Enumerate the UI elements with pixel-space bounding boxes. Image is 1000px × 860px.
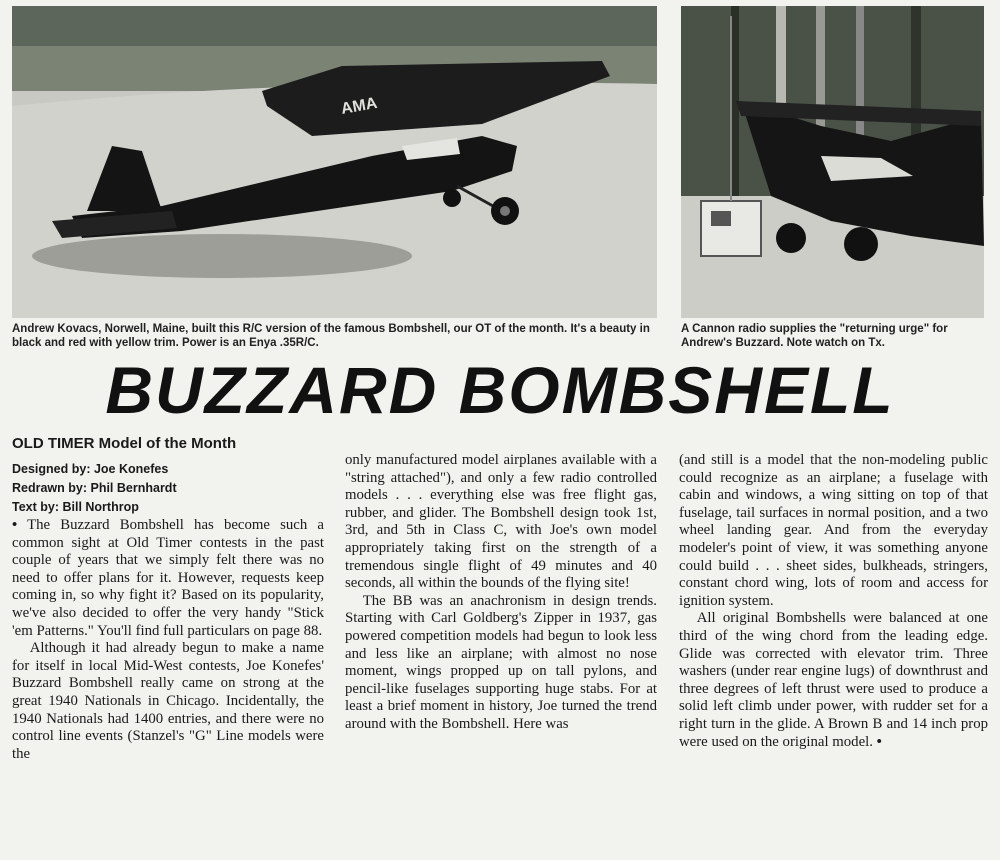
paragraph: only manufactured model airplanes available with a "string attached"), and only a few radio controlled models . . . everything else was free flight gas, rubber, and glider. The Bombshell design took 1st, 3rd, and 5th in Class C, with Joe's own model appropriately taking first on the strength of a tremendous single flight of 49 minutes and 40 seconds, all within the bounds of the flying site! <box>345 452 657 592</box>
radio-photo-illustration <box>681 6 984 318</box>
airplane-photo-illustration <box>12 6 657 318</box>
paragraph: The BB was an anachronism in design trends. Starting with Carl Goldberg's Zipper in 1937, gas powered competition models had begun to look less and less like an airplane; with almost no nose moment, wings propped up on tall pylons, and pencil-like fuselages supporting huge stabs. For at least a brief moment in history, Joe turned the trend around with the Bombshell. Here was <box>345 592 657 732</box>
paragraph-text: All original Bombshells were balanced at one third of the wing chord from the leading edge. Glide was corrected with elevator trim. Three washers (under rear engine lugs) of downthrust and three degrees of left thrust were used to produce a solid left climb under power, with rudder set for a right turn in the glide. A Brown B and 14 inch prop were used on the original model. <box>679 610 988 750</box>
paragraph: (and still is a model that the non-modeling public could recognize as an airplane; a fuselage with cabin and windows, a wing sitting on top of that fuselage, tail surfaces in normal position, and a two wheel landing gear. And from the everyday modeler's point of view, it was something anyone could build . . . sheet sides, bulkheads, stringers, constant chord wing, lots of room and access for ignition system. <box>679 452 988 609</box>
paragraph <box>12 517 324 640</box>
radio-photo <box>681 6 984 318</box>
airplane-photo <box>12 6 657 318</box>
bullet-icon: • <box>12 517 18 533</box>
article-column-2 <box>345 452 657 734</box>
svg-text:AMA: AMA <box>339 94 379 118</box>
article-headline: BUZZARD BOMBSHELL <box>105 353 895 427</box>
article-column-1 <box>12 434 324 763</box>
end-mark-icon: • <box>876 733 882 750</box>
photo-caption-right: A Cannon radio supplies the "returning urge" for Andrew's Buzzard. Note watch on Tx. <box>681 323 948 349</box>
paragraph: Although it had already begun to make a name for itself in local Mid-West contests, Joe Konefes' Buzzard Bombshell really came on strong at the great 1940 Nationals in Chicago. Incidentally, the 1940 Nationals had 1400 entries, and there were no control line events (Stanzel's "G" Line models were the <box>12 640 324 762</box>
credit-redrawn: Redrawn by: Phil Bernhardt <box>12 481 177 495</box>
article-column-3 <box>679 452 988 751</box>
credit-designer: Designed by: Joe Konefes <box>12 462 169 476</box>
article-kicker: OLD TIMER Model of the Month <box>12 435 237 452</box>
photo-caption-left: Andrew Kovacs, Norwell, Maine, built this R/C version of the famous Bombshell, our OT of the month. It's a beauty in black and red with yellow trim. Power is an Enya .35R/C. <box>12 323 650 349</box>
credit-text: Text by: Bill Northrop <box>12 500 139 514</box>
paragraph <box>679 610 988 751</box>
paragraph-text: The Buzzard Bombshell has become such a common sight at Old Timer contests in the past couple of years that we simply felt there was no need to offer plans for it. However, requests keep coming in, so why fight it? Based on its popularity, we've also decided to offer the very handy "Stick 'em Patterns." You'll find full particulars on page 88. <box>12 517 325 639</box>
